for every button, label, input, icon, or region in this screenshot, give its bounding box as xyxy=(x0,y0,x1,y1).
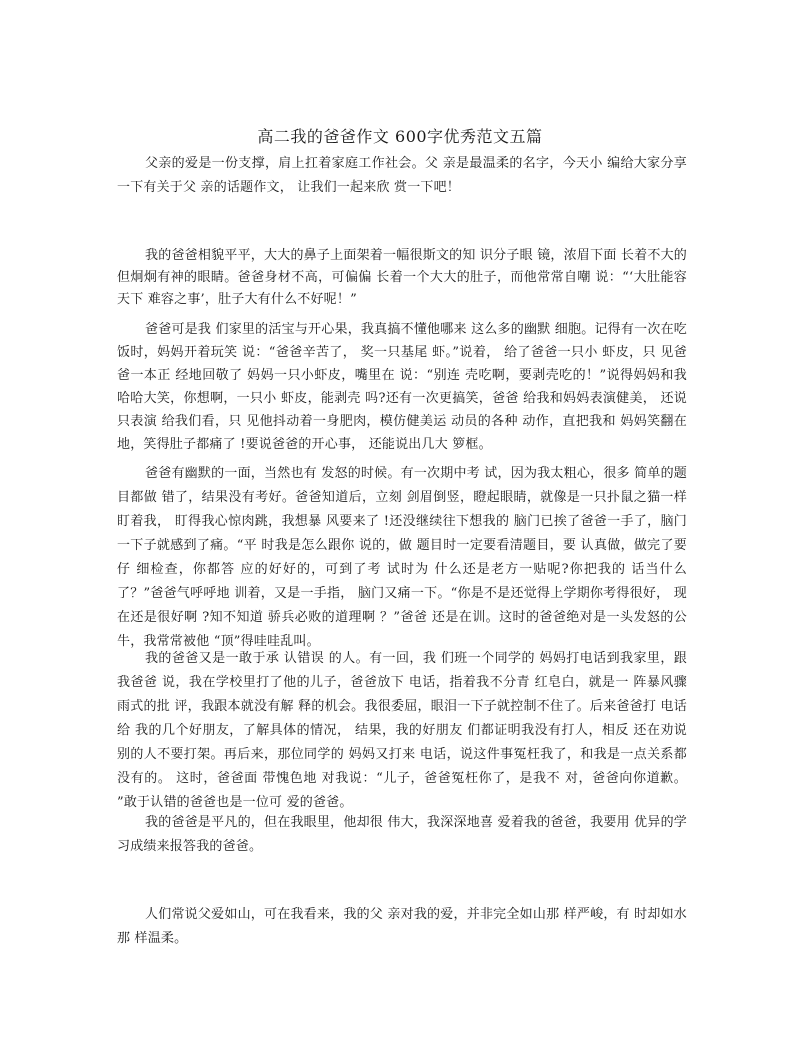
body-paragraph: 我的爸爸相貌平平，大大的鼻子上面架着一幅很斯文的知 识分子眼 镜，浓眉下面 长着不大的但炯炯有神的眼睛。爸爸身材不高，可偏偏 长着一个大大的肚子，而他常常自嘲 说：“‘大肚能容天下 难容之事’，肚子大有什么不好呢！” xyxy=(117,248,687,307)
body-paragraph: 我的爸爸又是一敢于承 认错误 的人。有一回，我 们班一个同学的 妈妈打电话到我家里，跟我爸爸 说，我在学校里打了他的儿子，爸爸放下 电话，指着我不分青 红皂白，就是一 阵暴风骤雨式的批 评，我跟本就没有解 释的机会。我很委屈，眼泪一下子就控制不住了。后来爸爸打 电话给 我的几个好朋友，了解具体的情况， 结果，我的好朋友 们都证明我没有打人，相反 还在劝说别的人不要打架。再后来，那位同学的 妈妈又打来 电话，说这件事冤枉我了，和我是一点关系都没有的。 这时，爸爸面 带愧色地 对我说：“儿子，爸爸冤枉你了，是我不 对，爸爸向你道歉。 ”敢于认错的爸爸也是一位可 爱的爸爸。 xyxy=(117,651,687,810)
body-paragraph: 爸爸可是我 们家里的活宝与开心果，我真搞不懂他哪来 这么多的幽默 细胞。记得有一次在吃 饭时，妈妈开着玩笑 说：“爸爸辛苦了， 奖一只基尾 虾。”说着， 给了爸爸一只小 虾皮，只 见爸爸一本正 经地回敬了 妈妈一只小虾皮，嘴里在 说：“别连 壳吃啊，要剥壳吃的！”说得妈妈和我哈哈大笑，你想啊，一只小 虾皮，能剥壳 吗?还有一次更搞笑，爸爸 给我和妈妈表演健美， 还说只表演 给我们看，只 见他抖动着一身肥肉，模仿健美运 动员的各种 动作，直把我和 妈妈笑翻在地，笑得肚子都痛了 !要说爸爸的开心事， 还能说出几大 箩框。 xyxy=(117,322,687,452)
body-paragraph: 人们常说父爱如山，可在我看来，我的父 亲对我的爱，并非完全如山那 样严峻，有 时却如水那 样温柔。 xyxy=(117,907,687,946)
document-title: 高二我的爸爸作文 600字优秀范文五篇 xyxy=(257,127,543,146)
intro-paragraph: 父亲的爱是一份支撑，肩上扛着家庭工作社会。父 亲是最温柔的名字，今天小 编给大家分享一下有关于父 亲的话题作文， 让我们一起来欣 赏一下吧！ xyxy=(117,156,687,195)
body-paragraph: 我的爸爸是平凡的，但在我眼里，他却很 伟大，我深深地喜 爱着我的爸爸，我要用 优异的学 习成绩来报答我的爸爸。 xyxy=(117,815,687,854)
body-paragraph: 爸爸有幽默的一面，当然也有 发怒的时候。有一次期中考 试，因为我太粗心，很多 简单的题目都做 错了，结果没有考好。爸爸知道后，立刻 剑眉倒竖，瞪起眼睛，就像是一只扑鼠之猫一样盯着我， 盯得我心惊肉跳，我想暴 风要来了 !还没继续往下想我的 脑门已挨了爸爸一手了，脑门一下子就感到了痛。“平 时我是怎么跟你 说的，做 题目时一定要看清题目，要 认真做，做完了要仔 细检查，你都答 应的好好的，可到了考 试时为 什么还是老方一贴呢?你把我的 话当什么了？”爸爸气呼呼地 训着，又是一手指， 脑门又痛一下。“你是不是还觉得上学期你考得很好， 现在还是很好啊 ?知不知道 骄兵必败的道理啊 ？”爸爸 还是在训。这时的爸爸绝对是一头发怒的公牛，我常常被他 “顶”得哇哇乱叫。 xyxy=(117,466,687,649)
